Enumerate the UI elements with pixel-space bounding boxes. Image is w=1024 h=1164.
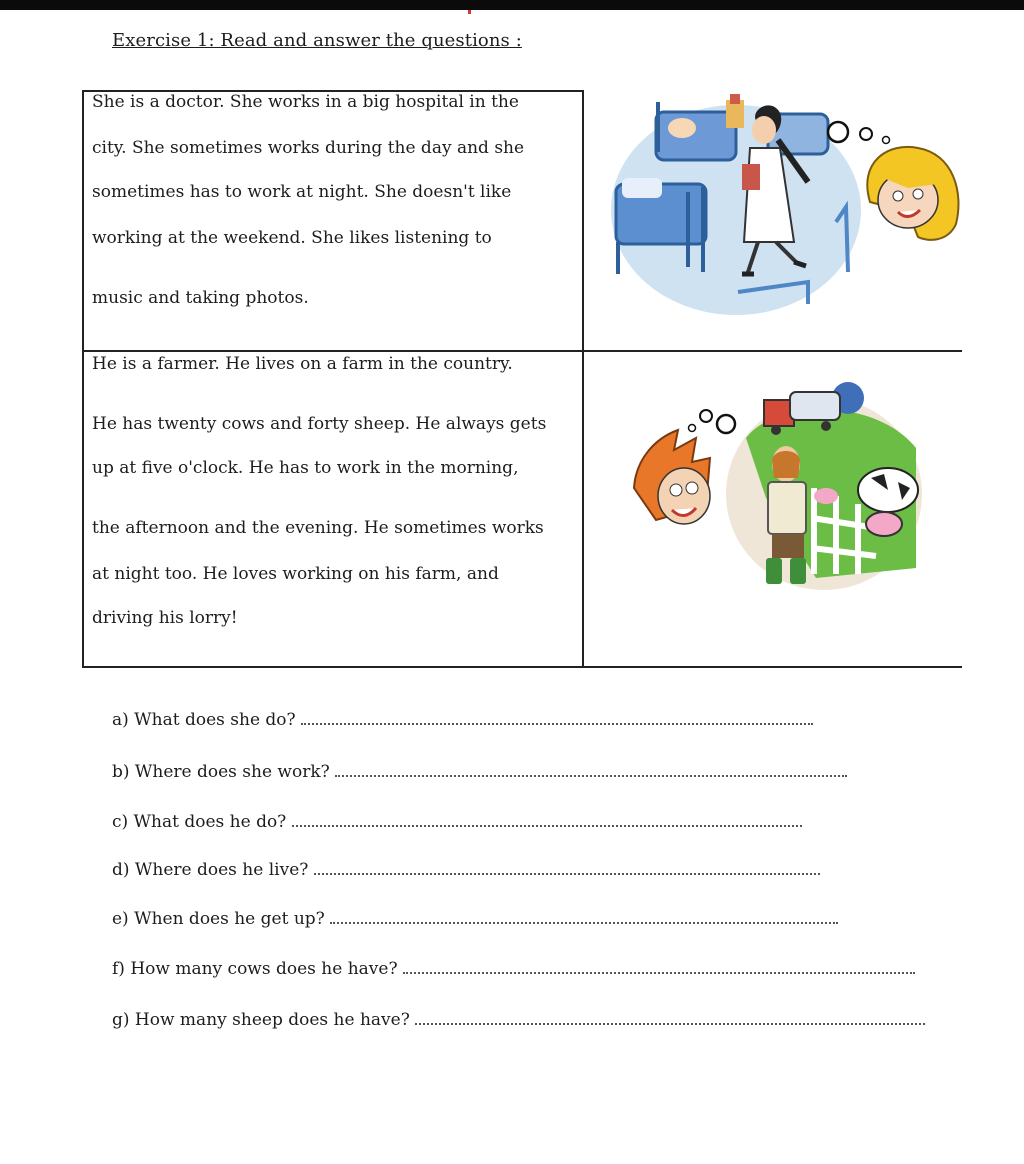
question-d <box>112 860 820 880</box>
question-text: e) When does he get up? <box>112 909 325 929</box>
passage-line: He is a farmer. He lives on a farm in the country. <box>92 354 513 374</box>
answer-line[interactable] <box>314 861 820 875</box>
passage-line: at night too. He loves working on his farm, and <box>92 564 499 584</box>
red-haired-boy-face <box>634 430 710 524</box>
question-g <box>112 1010 925 1030</box>
passage-line: the afternoon and the evening. He sometimes works <box>92 518 544 538</box>
question-text: d) Where does he live? <box>112 860 309 880</box>
hospital-bed-icon <box>656 102 736 160</box>
passage-line: city. She sometimes works during the day and she <box>92 138 525 158</box>
table-row-divider <box>82 350 962 352</box>
question-text: c) What does he do? <box>112 812 287 832</box>
question-text: g) How many sheep does he have? <box>112 1010 410 1030</box>
passage-line: working at the weekend. She likes listening to <box>92 228 492 248</box>
exercise-title: Exercise 1: Read and answer the questions : <box>112 30 522 51</box>
answer-line[interactable] <box>292 813 802 827</box>
answer-line[interactable] <box>335 763 847 777</box>
passage-line: She is a doctor. She works in a big hospital in the <box>92 92 519 112</box>
passage-line: He has twenty cows and forty sheep. He always gets <box>92 414 547 434</box>
passage-line: driving his lorry! <box>92 608 238 628</box>
question-text: b) Where does she work? <box>112 762 330 782</box>
question-f <box>112 959 915 979</box>
question-text: f) How many cows does he have? <box>112 959 398 979</box>
table-left-border <box>82 90 84 668</box>
answer-line[interactable] <box>415 1011 925 1025</box>
question-text: a) What does she do? <box>112 710 296 730</box>
answer-line[interactable] <box>403 960 915 974</box>
passage-line: music and taking photos. <box>92 288 309 308</box>
farmer-illustration <box>626 378 926 594</box>
answer-line[interactable] <box>330 910 838 924</box>
question-b <box>112 762 847 782</box>
top-border <box>0 0 1024 10</box>
question-e <box>112 909 838 929</box>
table-bottom-border <box>82 666 962 668</box>
doctor-illustration <box>608 92 968 322</box>
table-middle-divider <box>582 90 584 668</box>
passage-line: up at five o'clock. He has to work in the morning, <box>92 458 519 478</box>
question-c <box>112 812 802 832</box>
passage-line: sometimes has to work at night. She doesn't like <box>92 182 512 202</box>
question-a <box>112 710 813 730</box>
top-mark <box>468 10 471 14</box>
answer-line[interactable] <box>301 711 813 725</box>
blonde-girl-face <box>867 147 958 240</box>
